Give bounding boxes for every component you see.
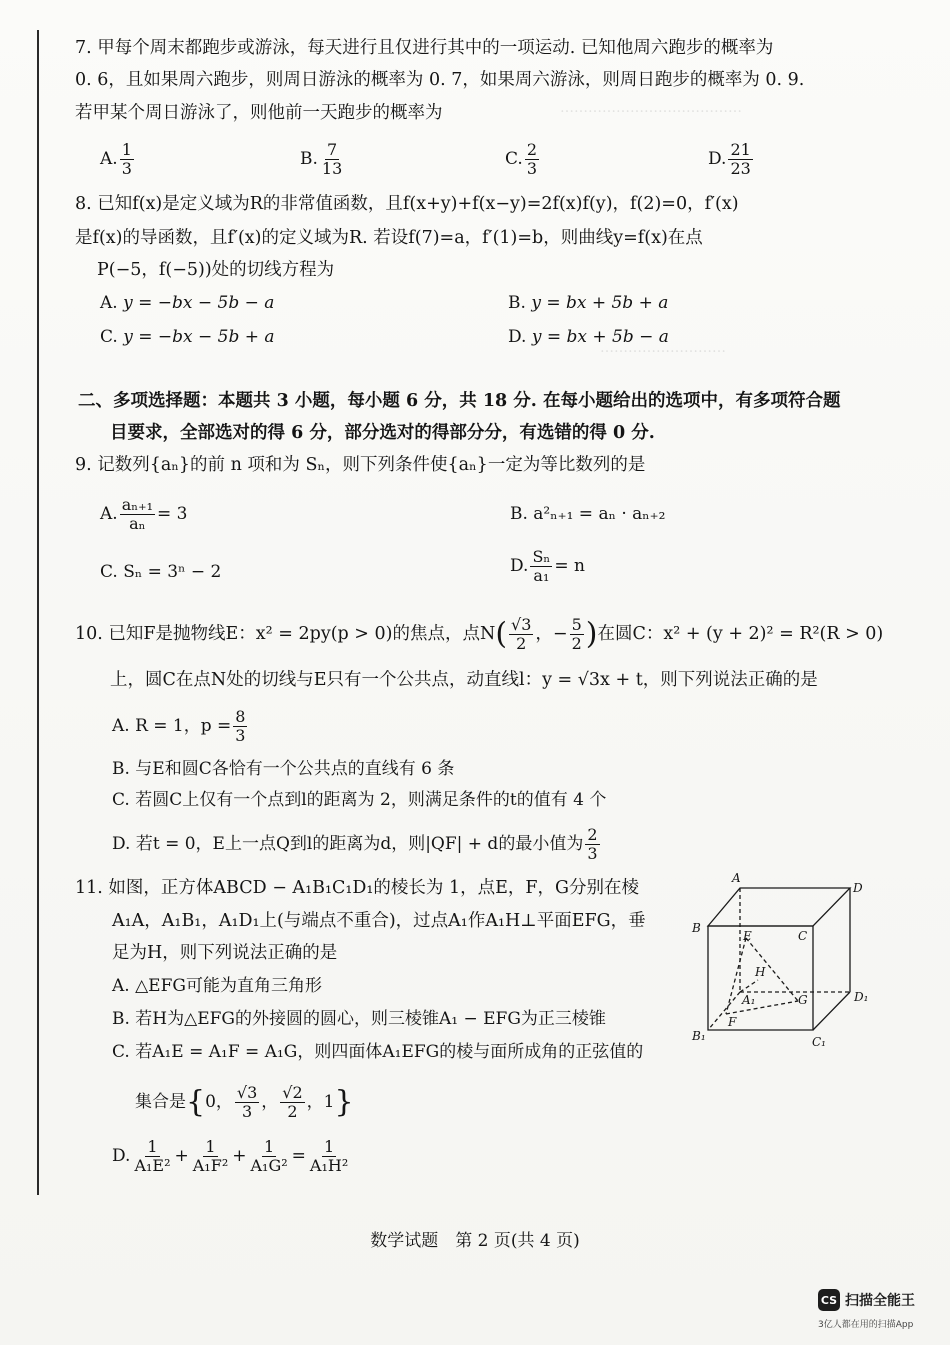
fraction: $\frac{1}{\text{A₁F²}}$ <box>192 1137 229 1175</box>
label-h: H <box>755 965 766 979</box>
label-a: A <box>732 871 741 885</box>
q11-option-a: A. △EFG可能为直角三角形 <box>112 976 322 996</box>
cube-figure <box>688 868 878 1053</box>
fraction: $\frac{√3}{2}$ <box>511 615 532 653</box>
q9-option-d: D. $\frac{\text{Sₙ}}{\text{a₁}}$ = n <box>510 547 585 585</box>
q8-option-a: A. y = −bx − 5b − a <box>100 293 275 313</box>
q11-option-d: D. $\frac{1}{\text{A₁E²}}$ + $\frac{1}{\text{A₁F²}}$ + $\frac{1}{\text{A₁G²}}$ = $\frac{1}{\text{A₁H²}}$ <box>112 1137 349 1175</box>
q9-option-c: C. Sₙ = 3ⁿ − 2 <box>100 562 222 582</box>
q10-option-b: B. 与E和圆C各恰有一个公共点的直线有 6 条 <box>112 759 455 779</box>
label-a1: A₁ <box>742 993 756 1007</box>
binding-margin-line <box>37 30 39 1195</box>
q7-stem-line-1: 7. 甲每个周末都跑步或游泳，每天进行且仅进行其中的一项运动. 已知他周六跑步的概率为 <box>75 38 774 58</box>
q7-option-d <box>708 141 755 178</box>
q7-option-a <box>100 141 136 178</box>
q11-option-b: B. 若H为△EFG的外接圆的圆心，则三棱锥A₁ − EFG为正三棱锥 <box>112 1009 606 1029</box>
fraction: $\frac{√2}{2}$ <box>282 1083 303 1121</box>
q8-option-d: D. y = bx + 5b − a <box>508 327 669 347</box>
q9-option-a: A. $\frac{\text{aₙ₊₁}}{\text{aₙ}}$ = 3 <box>100 495 188 533</box>
fraction: $\frac{1}{\text{A₁G²}}$ <box>250 1137 288 1175</box>
q10-stem-line-2: 上，圆C在点N处的切线与E只有一个公共点，动直线l：y = √3x + t，则下列说法正确的是 <box>110 670 818 690</box>
q9-stem: 9. 记数列{aₙ}的前 n 项和为 Sₙ，则下列条件使{aₙ}一定为等比数列的是 <box>75 455 646 475</box>
label-c1: C₁ <box>812 1035 826 1049</box>
q11-stem-line-1: 11. 如图，正方体ABCD − A₁B₁C₁D₁的棱长为 1，点E，F，G分别在棱 <box>75 878 639 898</box>
q7-stem-line-3: 若甲某个周日游泳了，则他前一天跑步的概率为 <box>75 103 443 123</box>
q8-option-b: B. y = bx + 5b + a <box>508 293 669 313</box>
label-b: B <box>692 921 701 935</box>
fraction: $\frac{\text{aₙ₊₁}}{\text{aₙ}}$ <box>121 495 154 533</box>
fraction: $\frac{5}{2}$ <box>571 615 582 653</box>
option-letter: A. <box>100 149 118 169</box>
fraction: $\frac{\text{Sₙ}}{\text{a₁}}$ <box>532 547 551 585</box>
label-f: F <box>728 1015 737 1029</box>
fraction: $\frac{1}{\text{A₁H²}}$ <box>309 1137 349 1175</box>
q10-option-d: D. 若t = 0，E上一点Q到l的距离为d，则|QF| + d的最小值为 $\frac{2}{3}$ <box>112 825 598 863</box>
section-2-heading-line-1: 二、多项选择题：本题共 3 小题，每小题 6 分，共 18 分. 在每小题给出的选项中，有多项符合题 <box>78 391 841 411</box>
option-letter: C. <box>505 149 523 169</box>
q7-stem-line-2: 0. 6，且如果周六跑步，则周日游泳的概率为 0. 7，如果周六游泳，则周日跑步的概率为 0. 9. <box>75 70 805 90</box>
q8-stem-line-3: P(−5，f(−5))处的切线方程为 <box>97 260 335 280</box>
section-2-heading-line-2: 目要求，全部选对的得 6 分，部分选对的得部分分，有选错的得 0 分. <box>110 423 655 443</box>
q8-option-c: C. y = −bx − 5b + a <box>100 327 275 347</box>
label-e: E <box>743 929 752 943</box>
scanner-logo <box>818 1289 915 1311</box>
label-d1: D₁ <box>854 990 869 1004</box>
option-letter: D. <box>708 149 727 169</box>
q11-stem-line-2: A₁A，A₁B₁，A₁D₁上(与端点不重合)，过点A₁作A₁H⊥平面EFG，垂 <box>112 911 646 931</box>
label-d: D <box>853 881 863 895</box>
q7-option-c <box>505 141 541 178</box>
fraction: $\frac{21}{23}$ <box>730 140 751 178</box>
cube-top-face <box>708 888 850 926</box>
fraction: $\frac{8}{3}$ <box>235 707 246 745</box>
fraction: $\frac{√3}{3}$ <box>236 1083 258 1121</box>
q7-option-b <box>300 141 346 178</box>
fraction: $\frac{1}{\text{A₁E²}}$ <box>134 1137 171 1175</box>
option-letter: B. <box>300 149 318 169</box>
q11-option-c-set: 集合是{0， $\frac{√3}{3}$ ， $\frac{√2}{2}$ ，1} <box>135 1083 354 1121</box>
label-b1: B₁ <box>692 1029 706 1043</box>
scanner-app-name: 扫描全能王 <box>845 1293 915 1309</box>
scanner-tagline: 3亿人都在用的扫描App <box>818 1320 914 1330</box>
q11-option-c: C. 若A₁E = A₁F = A₁G，则四面体A₁EFG的棱与面所成角的正弦值的 <box>112 1042 644 1062</box>
fraction: $\frac{1}{3}$ <box>121 140 132 178</box>
q9-option-b: B. a²ₙ₊₁ = aₙ · aₙ₊₂ <box>510 504 666 524</box>
fraction: $\frac{7}{13}$ <box>321 140 343 178</box>
cs-badge-icon: CS <box>818 1289 840 1311</box>
fraction: $\frac{2}{3}$ <box>587 825 598 863</box>
q8-stem-line-1: 8. 已知f(x)是定义域为R的非常值函数，且f(x+y)+f(x−y)=2f(x)f(y)，f(2)=0，f′(x) <box>75 194 739 214</box>
bleed-through-text: ………………………………… <box>560 100 742 116</box>
fraction: $\frac{2}{3}$ <box>526 140 537 178</box>
q10-stem-line-1: 10. 已知F是抛物线E：x² = 2py(p > 0)的焦点，点N( $\frac{√3}{2}$ ，− $\frac{5}{2}$ )在圆C：x² + (y + 2)² = R²(R > 0) <box>75 615 884 653</box>
q10-option-a: A. R = 1，p = $\frac{8}{3}$ <box>112 707 246 745</box>
page-footer: 数学试题 第 2 页(共 4 页) <box>370 1231 580 1251</box>
q10-option-c: C. 若圆C上仅有一个点到l的距离为 2，则满足条件的t的值有 4 个 <box>112 790 607 810</box>
label-c: C <box>798 929 808 943</box>
q11-stem-line-3: 足为H，则下列说法正确的是 <box>112 943 338 963</box>
q8-stem-line-2: 是f(x)的导函数，且f′(x)的定义域为R. 若设f(7)=a，f′(1)=b，则曲线y=f(x)在点 <box>75 228 703 248</box>
label-g: G <box>798 993 808 1007</box>
bleed-through-text: ……………………… <box>600 340 726 356</box>
